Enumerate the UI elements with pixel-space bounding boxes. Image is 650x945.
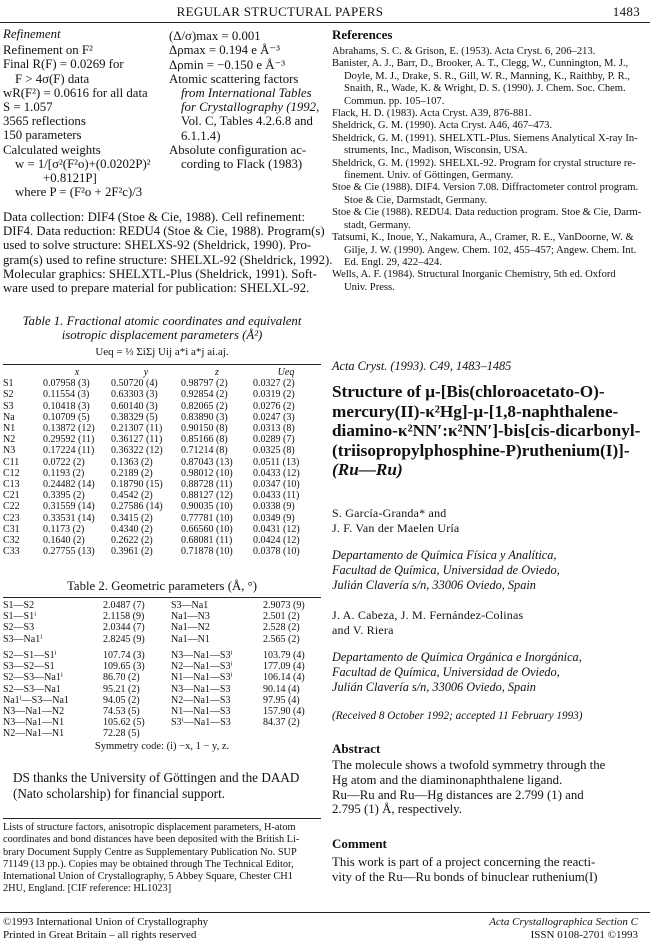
atom-label: S3 — [3, 400, 14, 412]
table1-cell: 0.90150 (8) — [181, 423, 228, 435]
geometry-value: 106.14 (4) — [263, 672, 305, 684]
table1 — [3, 367, 319, 557]
affiliation-2 — [332, 650, 647, 695]
refinement-line: wR(F²) = 0.0616 for all data — [3, 85, 148, 100]
table1-cell: 0.07958 (3) — [43, 378, 90, 390]
table1-cell: 0.0433 (11) — [253, 490, 300, 502]
geometry-value — [263, 728, 321, 739]
affiliation-line: Julián Clavería s/n, 33006 Oviedo, Spain — [332, 680, 536, 694]
acknowledgement-line: DS thanks the University of Göttingen and the DAAD — [13, 770, 300, 785]
table1-cell: 0.38329 (5) — [111, 411, 158, 423]
table1-cell: 0.0325 (8) — [253, 445, 295, 457]
data-collection-line: gram(s) used to refine structure: SHELXL-92 (Sheldrick, 1992). — [3, 252, 333, 267]
supplementary-note — [3, 822, 321, 896]
supplementary-line: International Union of Crystallography, 5 Abbey Square, Chester CH1 — [3, 871, 293, 883]
table1-cell: 0.0247 (3) — [253, 411, 295, 423]
title-line: (triisopropylphosphine-P)ruthenium(I)]- — [332, 440, 630, 460]
affiliation-line: Facultad de Química, Universidad de Oviedo, — [332, 563, 560, 577]
abstract-line: The molecule shows a twofold symmetry through the — [332, 758, 606, 772]
table1-cell: 0.18790 (15) — [111, 478, 163, 490]
geometry-label: S3—Na1 — [171, 600, 209, 612]
authors-group-2 — [332, 608, 647, 638]
reference-line: Sheldrick, G. M. (1992). SHELXL-92. Program for crystal structure re- — [332, 157, 636, 169]
data-collection-line: Molecular graphics: SHELXTL-Plus (Sheldrick, 1991). Soft- — [3, 266, 317, 281]
table1-cell: 0.0289 (7) — [253, 434, 295, 446]
table1-cell: 0.33531 (14) — [43, 512, 95, 524]
article-title — [332, 382, 647, 480]
table1-header-row — [3, 367, 319, 378]
table2-bond-lengths — [3, 600, 321, 645]
refinement-line: (Δ/σ)max = 0.001 — [169, 29, 261, 44]
comment-line: vity of the Ru—Ru bonds of binuclear ruthenium(I) — [332, 869, 598, 884]
reference-line: Sheldrick, G. M. (1991). SHELXTL-Plus. Siemens Analytical X-ray In- — [332, 132, 638, 144]
footer-issn: ISSN 0108-2701 ©1993 — [530, 929, 638, 941]
table1-header-cell: Ueq — [277, 367, 295, 379]
table1-cell: 0.1640 (2) — [43, 534, 85, 546]
table1-cell: 0.10418 (3) — [43, 400, 90, 412]
table2-caption: Table 2. Geometric parameters (Å, °) — [66, 579, 258, 593]
refinement-line: Δρmax = 0.194 e Å⁻³ — [169, 43, 280, 58]
affiliation-line: Departamento de Química Orgánica e Inorgánica, — [332, 650, 582, 664]
reference-item — [332, 207, 647, 232]
table1-cell: 0.3415 (2) — [111, 512, 153, 524]
refinement-line: w = 1/[σ²(F²o)+(0.0202P)² — [15, 156, 151, 171]
geometry-value: 2.0344 (7) — [103, 622, 145, 634]
table1-row — [3, 401, 319, 412]
table1-row — [3, 535, 319, 546]
refinement-line: 3565 reflections — [3, 114, 86, 129]
table1-cell: 0.50720 (4) — [111, 378, 158, 390]
geometry-label: S3—Na1ⁱ — [3, 633, 43, 645]
geometry-label: Na1—N1 — [171, 633, 210, 645]
table2-top-rule — [3, 597, 321, 598]
data-collection-line: used to solve structure: SHELXS-92 (Sheldrick, 1990). Pro- — [3, 238, 312, 253]
refinement-line: Atomic scattering factors — [169, 71, 299, 86]
atom-label: N2 — [3, 434, 16, 446]
table1-header-cell: x — [74, 367, 80, 379]
authors-line: J. A. Cabeza, J. M. Fernández-Colinas — [332, 608, 524, 622]
atom-label: C21 — [3, 490, 20, 502]
table1-row — [3, 389, 319, 400]
table1-cell: 0.90035 (10) — [181, 501, 233, 513]
geometry-label: S3—S2—S1 — [3, 661, 55, 673]
abstract-line: Hg atom and the diaminonaphthalene ligand. — [332, 772, 563, 787]
geometry-value: 2.501 (2) — [263, 611, 300, 623]
data-collection-line: ware used to prepare material for publication: SHELXL-92. — [3, 281, 310, 296]
reference-line: Sheldrick, G. M. (1990). Acta Cryst. A46, 467–473. — [332, 120, 553, 132]
refinement-line: where P = (F²o + 2F²c)/3 — [15, 185, 143, 200]
abstract-line: Ru—Ru and Ru—Hg distances are 2.799 (1) and — [332, 787, 584, 802]
table2-row — [3, 717, 321, 728]
reference-line: Banister, A. J., Barr, D., Brooker, A. T., Clegg, W., Cunnington, M. J., — [332, 58, 629, 70]
table1-cell: 0.82065 (2) — [181, 400, 228, 412]
supplementary-line: Lists of structure factors, anisotropic displacement parameters, H-atom — [3, 822, 296, 833]
geometry-value: 86.70 (2) — [103, 672, 140, 684]
table1-top-rule — [3, 364, 321, 365]
table1-caption-line1: Table 1. Fractional atomic coordinates and equivalent — [22, 314, 302, 328]
table1-row — [3, 423, 319, 434]
atom-label: C33 — [3, 546, 20, 558]
geometry-value: 107.74 (3) — [103, 650, 145, 662]
atom-label: S1 — [3, 378, 14, 390]
references-list — [332, 46, 647, 294]
refinement-line: cording to Flack (1983) — [181, 157, 303, 172]
table1-row — [3, 512, 319, 523]
geometry-label: N2—Na1—S3 — [171, 694, 231, 706]
comment-heading: Comment — [332, 836, 387, 851]
table1-cell: 0.0338 (9) — [253, 501, 295, 513]
data-collection-line: DIF4. Data reduction: REDU4 (Stoe & Cie, 1988). Program(s) — [3, 224, 325, 239]
affiliation-line: Facultad de Química, Universidad de Oviedo, — [332, 665, 560, 679]
title-line: (Ru—Ru) — [332, 460, 403, 480]
affiliation-line: Julián Clavería s/n, 33006 Oviedo, Spain — [332, 578, 536, 592]
reference-item — [332, 58, 647, 108]
table1-cell: 0.1363 (2) — [111, 456, 153, 468]
table1-cell: 0.0313 (8) — [253, 423, 295, 435]
geometry-value: 177.09 (4) — [263, 661, 305, 673]
table1-cell: 0.36322 (12) — [111, 445, 163, 457]
authors-group-1 — [332, 506, 647, 536]
table2-row — [3, 684, 321, 695]
table2-row — [3, 622, 321, 633]
header-rule — [0, 22, 650, 23]
geometry-value: 109.65 (3) — [103, 661, 145, 673]
table1-cell: 0.24482 (14) — [43, 478, 95, 490]
table1-cell: 0.3961 (2) — [111, 546, 153, 558]
supplementary-line: brary Document Supply Centre as Supplementary Publication No. SUP — [3, 846, 297, 858]
reference-line: Stoe & Cie, Darmstadt, Germany. — [344, 194, 488, 206]
table2-row — [3, 672, 321, 683]
table1-row — [3, 546, 319, 557]
citation-text: Acta Cryst. (1993). C49, 1483–1485 — [332, 359, 512, 373]
table1-cell: 0.2189 (2) — [111, 467, 153, 479]
refinement-line: 6.1.1.4) — [181, 128, 221, 143]
table1-header-cell — [3, 367, 43, 378]
geometry-label: N1—Na1—S3 — [171, 706, 231, 718]
title-line: diamino-κ²NN′:κ²NN′]-bis[cis-dicarbonyl- — [332, 421, 641, 441]
table1-cell: 0.29592 (11) — [43, 434, 95, 446]
reference-line: Flack, H. D. (1983). Acta Cryst. A39, 876-881. — [332, 108, 532, 120]
table1-cell: 0.0433 (12) — [253, 467, 300, 479]
table1-row — [3, 434, 319, 445]
table1-cell: 0.87043 (13) — [181, 456, 233, 468]
table2-row — [3, 650, 321, 661]
acknowledgement-line: (Nato scholarship) for financial support. — [13, 785, 226, 801]
table1-header-cell: z — [215, 367, 219, 379]
table1-cell: 0.66560 (10) — [181, 523, 233, 535]
reference-item — [332, 108, 647, 120]
geometry-value: 95.21 (2) — [103, 683, 140, 695]
reference-item — [332, 133, 647, 158]
geometry-label: S1—S1ⁱ — [3, 611, 37, 623]
reference-line: finement. Univ. of Göttingen, Germany. — [344, 170, 514, 182]
table1-cell: 0.0378 (10) — [253, 546, 300, 558]
reference-line: Doyle, M. J., Drake, S. R., Gill, W. R., Manning, K., Raithby, P. R., — [344, 70, 630, 82]
table1-cell: 0.10709 (5) — [43, 411, 90, 423]
supplementary-line: coordinates and bond distances have been deposited with the British Li- — [3, 834, 300, 846]
geometry-value: 2.9073 (9) — [263, 600, 305, 612]
atom-label: Na — [3, 411, 15, 423]
title-line: Structure of μ-[Bis(chloroacetato-O)- — [332, 382, 605, 401]
data-collection-line: Data collection: DIF4 (Stoe & Cie, 1988). Cell refinement: — [3, 210, 306, 224]
authors-line: S. García-Granda* and — [332, 506, 447, 520]
refinement-line: Δρmin = −0.150 e Å⁻³ — [169, 57, 286, 72]
table1-row — [3, 445, 319, 456]
title-line: mercury(II)-κ²Hg]-μ-[1,8-naphthalene- — [332, 401, 619, 421]
refinement-line: Absolute configuration ac- — [169, 142, 307, 157]
reference-line: struments, Inc., Madison, Wisconsin, USA. — [344, 145, 528, 157]
atom-label: S2 — [3, 389, 14, 401]
atom-label: C31 — [3, 523, 20, 535]
atom-label: C22 — [3, 501, 20, 513]
atom-label: C12 — [3, 467, 20, 479]
refinement-line: Final R(F) = 0.0269 for — [3, 57, 124, 72]
received-dates: (Received 8 October 1992; accepted 11 February 1993) — [332, 710, 583, 722]
table1-cell: 0.27586 (14) — [111, 501, 163, 513]
footer-right — [489, 916, 638, 942]
table1-cell: 0.68081 (11) — [181, 534, 233, 546]
geometry-label: N3—Na1—S3 — [171, 683, 231, 695]
refinement-line: F > 4σ(F) data — [15, 71, 90, 86]
table1-row — [3, 524, 319, 535]
geometry-value: 84.37 (2) — [263, 717, 300, 729]
table2-row — [3, 728, 321, 739]
supplementary-rule — [3, 818, 321, 819]
refinement-line: Refinement on F² — [3, 43, 93, 58]
geometry-value: 2.528 (2) — [263, 622, 300, 634]
refinement-left-list — [3, 43, 168, 199]
supplementary-line: 71149 (13 pp.). Copies may be obtained through The Technical Editor, — [3, 858, 294, 870]
geometry-value: 97.95 (4) — [263, 694, 300, 706]
abstract-heading: Abstract — [332, 741, 381, 756]
reference-item — [332, 158, 647, 183]
table1-cell: 0.4542 (2) — [111, 490, 153, 502]
geometry-value: 72.28 (5) — [103, 728, 140, 740]
reference-line: stadt, Germany. — [344, 219, 411, 231]
footer-left — [3, 916, 208, 942]
table1-cell: 0.88728 (11) — [181, 478, 233, 490]
atom-label: N1 — [3, 423, 16, 435]
geometry-label: Na1—N2 — [171, 622, 210, 634]
table1-cell: 0.71878 (10) — [181, 546, 233, 558]
geometry-label — [171, 728, 263, 739]
refinement-line: 150 parameters — [3, 128, 82, 143]
atom-label: C23 — [3, 512, 20, 524]
table1-cell: 0.36127 (11) — [111, 434, 163, 446]
reference-line: Tatsumi, K., Inoue, Y., Nakamura, A., Cramer, R. E., VanDoorne, W. & — [332, 232, 634, 244]
running-header — [0, 4, 650, 20]
reference-item — [332, 120, 647, 132]
table1-cell: 0.1173 (2) — [43, 523, 85, 535]
table1-cell: 0.63303 (3) — [111, 389, 158, 401]
table1-cell: 0.98797 (2) — [181, 378, 228, 390]
footer-rule — [0, 912, 650, 913]
geometry-label: S2—S3—Na1 — [3, 683, 61, 695]
refinement-line: Vol. C, Tables 4.2.6.8 and — [181, 114, 313, 129]
table1-cell: 0.0276 (2) — [253, 400, 295, 412]
table2-row — [3, 611, 321, 622]
article-citation — [332, 359, 647, 374]
table1-cell: 0.21307 (11) — [111, 423, 163, 435]
atom-label: C11 — [3, 456, 20, 468]
references-section — [332, 27, 647, 294]
table1-caption — [3, 314, 321, 358]
table1-formula: Ueq = ⅓ ΣiΣj Uij a*i a*j ai.aj. — [95, 346, 229, 359]
table1-cell: 0.71214 (8) — [181, 445, 228, 457]
geometry-label: N2—Na1—S3ⁱ — [171, 661, 233, 673]
geometry-label: S2—S3 — [3, 622, 35, 634]
reference-line: Abrahams, S. C. & Grison, E. (1953). Acta Cryst. 6, 206–213. — [332, 46, 596, 57]
reference-line: Wells, A. F. (1984). Structural Inorganic Chemistry, 5th ed. Oxford — [332, 269, 616, 281]
refinement-line: Calculated weights — [3, 142, 101, 157]
table1-cell: 0.0347 (10) — [253, 478, 300, 490]
geometry-label: N2—Na1—N1 — [3, 728, 65, 740]
table1-cell: 0.0511 (13) — [253, 456, 300, 468]
reference-line: Commun. pp. 105–107. — [344, 95, 445, 107]
acknowledgement — [3, 770, 321, 801]
authors-line: and V. Riera — [332, 623, 394, 637]
geometry-value: 2.8245 (9) — [103, 633, 145, 645]
geometry-value: 2.565 (2) — [263, 633, 300, 645]
comment-line: This work is part of a project concerning the reacti- — [332, 855, 596, 869]
geometry-label: N3—Na1—N1 — [3, 717, 65, 729]
refinement-line: +0.8121P] — [43, 171, 97, 186]
affiliation-line: Departamento de Química Física y Analítica, — [332, 548, 557, 562]
geometry-label: N1—Na1—S3ⁱ — [171, 672, 233, 684]
geometry-label: N3—Na1—S3ⁱ — [171, 650, 233, 662]
geometry-label: S3ⁱ—Na1—S3 — [171, 717, 231, 729]
reference-line: Univ. Press. — [344, 281, 395, 293]
geometry-label: S1—S2 — [3, 600, 35, 612]
table1-cell: 0.83890 (3) — [181, 411, 228, 423]
page-number: 1483 — [612, 4, 640, 19]
table1-cell: 0.1193 (2) — [43, 467, 85, 479]
refinement-line: for Crystallography (1992, — [181, 100, 320, 115]
geometry-value: 103.79 (4) — [263, 650, 305, 662]
table1-cell: 0.0431 (12) — [253, 523, 300, 535]
table1-cell: 0.60140 (3) — [111, 400, 158, 412]
table1-row — [3, 479, 319, 490]
reference-item — [332, 269, 647, 294]
symmetry-code: Symmetry code: (i) −x, 1 − y, z. — [94, 741, 230, 752]
data-collection-paragraph — [3, 210, 333, 296]
running-title: REGULAR STRUCTURAL PAPERS — [176, 4, 384, 19]
table1-cell: 0.85166 (8) — [181, 434, 228, 446]
reference-item — [332, 232, 647, 269]
geometry-value: 74.53 (5) — [103, 706, 140, 718]
footer-journal: Acta Crystallographica Section C — [489, 916, 638, 928]
comment-body — [332, 855, 647, 885]
table1-header-cell: y — [143, 367, 149, 379]
geometry-label: S2—S1—S1ⁱ — [3, 650, 57, 662]
geometry-label: Na1—N3 — [171, 611, 210, 623]
table2-bond-angles — [3, 650, 321, 740]
affiliation-1 — [332, 548, 647, 593]
abstract-body — [332, 758, 647, 817]
reference-line: Gilje, J. W. (1990). Angew. Chem. 102, 455–457; Angew. Chem. Int. — [344, 244, 637, 256]
supplementary-line: 2HU, England. [CIF reference: HL1023] — [3, 883, 172, 895]
geometry-value: 2.1158 (9) — [103, 611, 145, 623]
references-heading: References — [332, 27, 393, 42]
table1-cell: 0.4340 (2) — [111, 523, 153, 535]
table1-cell: 0.31559 (14) — [43, 501, 95, 513]
table1-cell: 0.92854 (2) — [181, 389, 228, 401]
table1-cell: 0.27755 (13) — [43, 546, 95, 558]
refinement-line: from International Tables — [181, 86, 312, 101]
geometry-label: Na1ⁱ—S3—Na1 — [3, 694, 69, 706]
geometry-value: 157.90 (4) — [263, 706, 305, 718]
geometry-value: 2.0487 (7) — [103, 600, 145, 612]
table1-cell: 0.77781 (10) — [181, 512, 233, 524]
table1-row — [3, 412, 319, 423]
geometry-value: 94.05 (2) — [103, 694, 140, 706]
table1-row — [3, 490, 319, 501]
geometry-label: N3—Na1—N2 — [3, 706, 65, 718]
atom-label: C13 — [3, 478, 20, 490]
reference-line: Snaith, R., Wade, K. & Wright, D. S. (1990). J. Chem. Soc. Chem. — [344, 83, 626, 95]
table2-row — [3, 706, 321, 717]
reference-line: Stoe & Cie (1988). REDU4. Data reduction program. Stoe & Cie, Darm- — [332, 207, 642, 219]
table1-cell: 0.0327 (2) — [253, 378, 295, 390]
table1-cell: 0.0319 (2) — [253, 389, 295, 401]
table1-cell: 0.11554 (3) — [43, 389, 90, 401]
table1-caption-line2: isotropic displacement parameters (Å²) — [61, 328, 263, 343]
geometry-label: S2—S3—Na1ⁱ — [3, 672, 63, 684]
atom-label: C32 — [3, 534, 20, 546]
table2-row — [3, 600, 321, 611]
reference-item — [332, 182, 647, 207]
authors-line: J. F. Van der Maelen Uría — [332, 521, 460, 535]
reference-line: Ed. Engl. 29, 422–424. — [344, 256, 442, 268]
table1-row — [3, 378, 319, 389]
table1-cell: 0.0349 (9) — [253, 512, 295, 524]
reference-item — [332, 46, 647, 58]
table2-row — [3, 634, 321, 645]
refinement-heading: Refinement — [3, 27, 61, 41]
footer-copyright: ©1993 International Union of Crystallography — [3, 916, 209, 928]
reference-line: Stoe & Cie (1988). DIF4. Version 7.08. Diffractometer control program. — [332, 182, 639, 194]
abstract-line: 2.795 (1) Å, respectively. — [332, 802, 462, 817]
table2-row — [3, 661, 321, 672]
table1-cell: 0.2622 (2) — [111, 534, 153, 546]
footer-printed: Printed in Great Britain – all rights reserved — [3, 929, 197, 941]
table1-cell: 0.98012 (10) — [181, 467, 233, 479]
table1-row — [3, 457, 319, 468]
table1-cell: 0.0722 (2) — [43, 456, 85, 468]
table1-cell: 0.3395 (2) — [43, 490, 85, 502]
table1-cell: 0.17224 (11) — [43, 445, 95, 457]
refinement-right-list — [169, 29, 324, 171]
table1-cell: 0.88127 (12) — [181, 490, 233, 502]
table1-cell: 0.0424 (12) — [253, 534, 300, 546]
refinement-section — [3, 27, 321, 209]
geometry-value: 90.14 (4) — [263, 683, 300, 695]
table1-row — [3, 468, 319, 479]
table2-row — [3, 695, 321, 706]
table1-cell: 0.13872 (12) — [43, 423, 95, 435]
refinement-line: S = 1.057 — [3, 100, 53, 115]
geometry-value: 105.62 (5) — [103, 717, 145, 729]
table1-row — [3, 501, 319, 512]
atom-label: N3 — [3, 445, 16, 457]
